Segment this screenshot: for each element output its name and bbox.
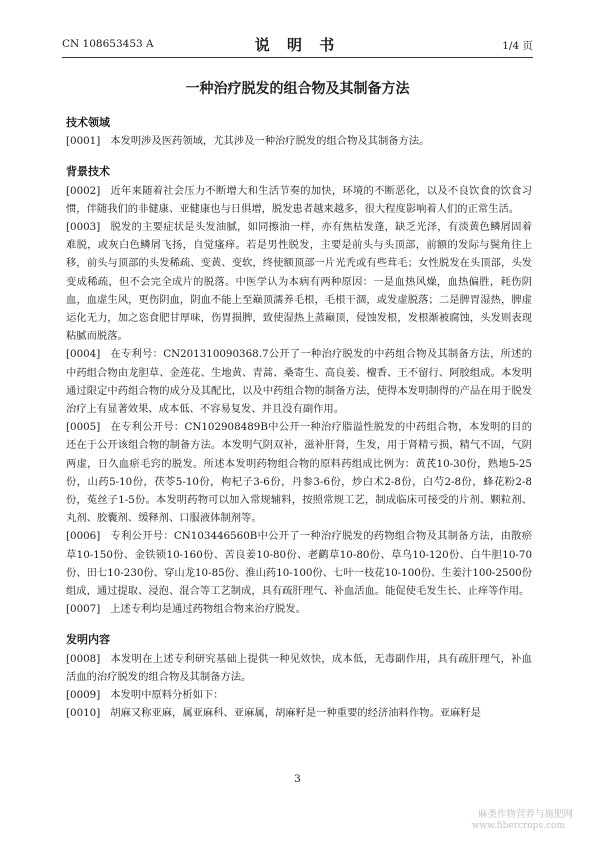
paragraph-number: [0009] <box>66 689 101 702</box>
paragraph-0003 <box>66 218 532 345</box>
paragraph-number: [0002] <box>66 184 101 197</box>
header-rule <box>62 57 533 58</box>
paragraph-0002 <box>66 182 532 218</box>
paragraph-text: 近年来随着社会压力不断增大和生活节奏的加快，环境的不断恶化，以及不良饮食的饮食习惯，伴随我们的非健康、亚健康也与日俱增，脱发患者越来越多，很大程度影响着人们的正常生活。 <box>66 184 532 215</box>
paragraph-text: 在专利号：CN201310090368.7公开了一种治疗脱发的中药组合物及其制备方法，所述的中药组合物由龙胆草、金莲花、生地黄、青蒿、桑寄生、高良姜、檀香、王不留行、阿胶组成。本发明通过限定中药组合物的成分及其配比，以及中药组合物的制备方法，使得本发明制得的产品在用于脱发治疗上有显著效果、成本低、不容易复发、并且没有副作用。 <box>66 348 532 416</box>
paragraph-number: [0004] <box>66 348 101 361</box>
paragraph-text: 专利公开号：CN103446560B中公开了一种治疗脱发的药物组合物及其制备方法，由散瘀草10-150份、金铁锁10-160份、苦良姜10-80份、老鹳草10-80份、草乌10-120份、白牛胆10-70份、田七10-230份、穿山龙10-85份、淮山药10-100份、七叶一枝花10-100份、生姜汁100-2500份组成，通过提取、浸泡、混合等工艺制成，具有疏肝理气、补血活血。能促使毛发生长、止痒等作用。 <box>66 530 532 598</box>
paragraph-0006 <box>66 527 532 600</box>
page-header <box>62 36 533 54</box>
paragraph-0001 <box>66 132 532 150</box>
paragraph-0007 <box>66 600 532 618</box>
section-heading-background: 背景技术 <box>66 165 110 179</box>
paragraph-number: [0003] <box>66 221 101 234</box>
header-title: 说 明 书 <box>254 36 341 54</box>
watermark-url: www.fibercrops.com <box>471 821 565 831</box>
page-indicator: 1/4 页 <box>502 40 533 52</box>
paragraph-number: [0010] <box>66 707 101 720</box>
paragraph-number: [0001] <box>66 135 101 148</box>
paragraph-0009 <box>66 686 532 704</box>
paragraph-0004 <box>66 345 532 418</box>
section-heading-tech-field: 技术领域 <box>66 116 110 129</box>
paragraph-0005 <box>66 418 532 527</box>
paragraph-0008 <box>66 650 532 686</box>
paragraph-number: [0007] <box>66 603 101 616</box>
paragraph-number: [0008] <box>66 652 101 665</box>
paragraph-text: 本发明涉及医药领域，尤其涉及一种治疗脱发的组合物及其制备方法。 <box>110 135 430 148</box>
paragraph-text: 本发明在上述专利研究基础上提供一种见效快，成本低，无毒副作用，具有疏肝理气，补血活血的治疗脱发的组合物及其制备方法。 <box>66 652 532 683</box>
paragraph-number: [0005] <box>66 421 101 434</box>
paragraph-text: 本发明中原料分析如下： <box>110 689 224 702</box>
watermark-site-name: 麻类作物营养与施肥网 <box>477 809 573 820</box>
paragraph-text: 上述专利均是通过药物组合物来治疗脱发。 <box>110 603 306 616</box>
page-number: 3 <box>294 773 301 785</box>
paragraph-0010 <box>66 704 532 722</box>
paragraph-text: 脱发的主要症状是头发油腻，如同擦油一样，亦有焦枯发蓬，缺乏光泽，有淡黄色鳞屑固着难脱，或灰白色鳞屑飞扬，自觉瘙痒。若是男性脱发，主要是前头与头顶部，前额的发际与鬓角往上移，前头与顶部的头发稀疏、变黄、变软，终使额顶部一片光秃或有些茸毛；女性脱发在头顶部，头发变成稀疏，但不会完全成片的脱落。中医学认为本病有两种原因：一是血热风燥，血热偏胜，耗伤阴血，血虚生风，更伤阴血，阴血不能上至巅顶濡养毛根，毛根干涸，或发虚脱落；二是脾胃湿热，脾虚运化无力，加之恣食肥甘厚味，伤胃损脾，致使湿热上蒸巅顶，侵蚀发根，发根渐被腐蚀，头发则表现粘腻而脱落。 <box>66 221 532 343</box>
paragraph-text: 胡麻又称亚麻，属亚麻科、亚麻属，胡麻籽是一种重要的经济油料作物。亚麻籽是 <box>110 707 481 720</box>
document-title: 一种治疗脱发的组合物及其制备方法 <box>185 81 410 97</box>
publication-number: CN 108653453 A <box>62 38 154 50</box>
paragraph-number: [0006] <box>66 530 101 543</box>
document-body <box>66 110 532 723</box>
paragraph-text: 在专利公开号：CN102908489B中公开一种治疗脂溢性脱发的中药组合物，本发明的目的还在于公开该组合物的制备方法。本发明气阴双补，滋补肝肾，生发，用于肾精亏损，精气不固，气阴两虚，日久血瘀毛窍的脱发。所述本发明药物组合物的原料药组成比例为：黄芪10-30份，熟地5-25份，山药5-10份，茯苓5-10份，枸杞子3-6份，丹参3-6份，炒白术2-8份，白芍2-8份，蜂花粉2-8份，菟丝子1-5份。本发明药物可以加入常规辅料，按照常规工艺，制成临床可接受的片剂、颗粒剂、丸剂、胶囊剂、缓释剂、口服液体制剂等。 <box>66 421 532 525</box>
section-heading-invention: 发明内容 <box>66 633 110 647</box>
